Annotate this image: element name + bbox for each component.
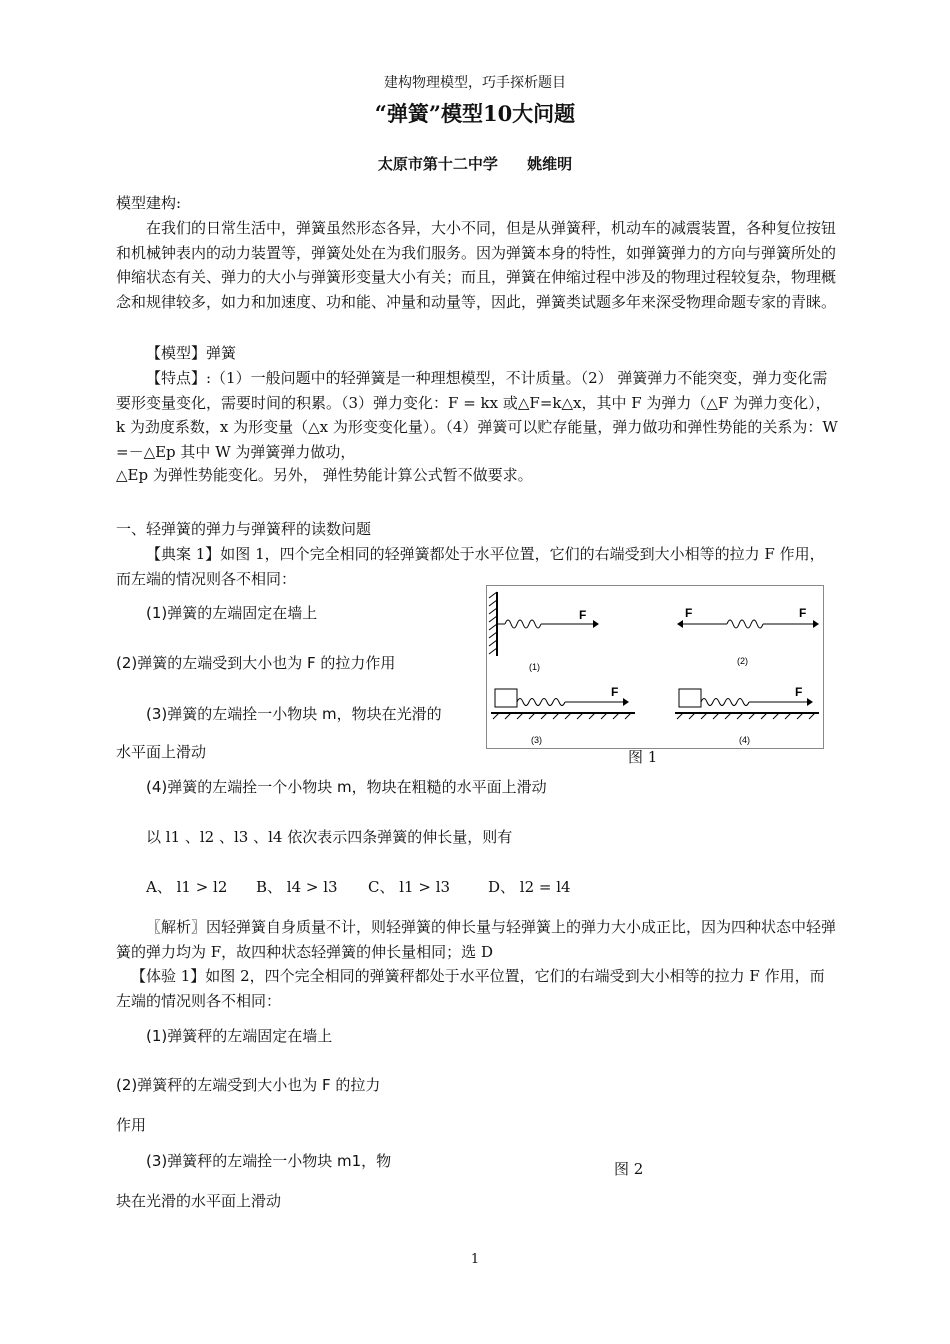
option-a: A、 l1 > l2 bbox=[146, 878, 228, 896]
page-subtitle: 建构物理模型，巧手探析题目 bbox=[384, 75, 566, 91]
exp-case-3b: 块在光滑的水平面上滑动 bbox=[116, 1192, 282, 1210]
features-paragraph: 【特点】:（1）一般问题中的轻弹簧是一种理想模型，不计质量。（2） 弹簧弹力不能突变，弹力变化需要形变量变化，需要时间的积累。（3）弹力变化：F = kx 或△F=k△x，其中 F 为弹力（△F 为弹力变化）， k 为劲度系数，x 为形变量（△x 为形变变化量）。（4）弹簧可以贮存能量，弹力做功和弹性势能的关系为：W =－△Ep 其中 W 为弹簧弹力做功， bbox=[116, 369, 838, 461]
option-d: D、 l2 = l4 bbox=[488, 878, 571, 896]
panel-label-3: (3) bbox=[531, 735, 542, 745]
figure-2-caption: 图 2 bbox=[614, 1160, 644, 1178]
option-c: C、 l1 > l3 bbox=[368, 878, 451, 896]
case-4: (4)弹簧的左端拴一个小物块 m，物块在粗糙的水平面上滑动 bbox=[146, 778, 547, 796]
page-number: 1 bbox=[470, 1252, 480, 1267]
exp-case-2a: (2)弹簧秤的左端受到大小也为 F 的拉力 bbox=[116, 1076, 381, 1094]
page-title: “弹簧”模型10大问题 bbox=[374, 101, 576, 126]
exp-case-3a: (3)弹簧秤的左端拴一小物块 m1，物 bbox=[146, 1152, 392, 1170]
panel-label-1: (1) bbox=[529, 662, 540, 672]
option-b: B、 l4 > l3 bbox=[256, 878, 338, 896]
figure-1-panel-4 bbox=[675, 685, 819, 745]
case-3a: (3)弹簧的左端拴一小物块 m，物块在光滑的 bbox=[146, 705, 442, 723]
model-heading: 模型建构: bbox=[116, 194, 182, 212]
model-label: 【模型】弹簧 bbox=[146, 344, 237, 362]
author: 太原市第十二中学 姚维明 bbox=[377, 155, 573, 173]
case-1: (1)弹簧的左端固定在墙上 bbox=[146, 604, 318, 622]
panel-label-2: (2) bbox=[737, 656, 748, 666]
figure-1-drawing bbox=[487, 586, 823, 748]
case-3b: 水平面上滑动 bbox=[116, 743, 207, 761]
exp-case-1: (1)弹簧秤的左端固定在墙上 bbox=[146, 1027, 333, 1045]
figure-1-caption: 图 1 bbox=[628, 748, 658, 766]
f-label-3: F bbox=[611, 685, 619, 699]
figure-1-panel-1 bbox=[489, 592, 599, 672]
exp-case-2b: 作用 bbox=[116, 1116, 147, 1134]
figure-1 bbox=[486, 585, 824, 749]
f-label-4: F bbox=[795, 685, 803, 699]
f-label-2a: F bbox=[685, 606, 693, 620]
figure-1-panel-3 bbox=[491, 685, 635, 745]
analysis: 〖解析〗因轻弹簧自身质量不计，则轻弹簧的伸长量与轻弹簧上的弹力大小成正比，因为四种状态中轻弹簧的弹力均为 F，故四种状态轻弹簧的伸长量相同；选 D bbox=[116, 918, 837, 961]
panel-label-4: (4) bbox=[739, 735, 750, 745]
section1-heading: 一、轻弹簧的弹力与弹簧秤的读数问题 bbox=[116, 520, 372, 538]
experience-1: 【体验 1】如图 2，四个完全相同的弹簧秤都处于水平位置，它们的右端受到大小相等的拉力 F 作用，而左端的情况则各不相同： bbox=[116, 967, 825, 1010]
question: 以 l1 、l2 、l3 、l4 依次表示四条弹簧的伸长量，则有 bbox=[146, 828, 513, 846]
example-1: 【典案 1】如图 1，四个完全相同的轻弹簧都处于水平位置，它们的右端受到大小相等的拉力 F 作用，而左端的情况则各不相同： bbox=[116, 545, 825, 588]
features-end: △Ep 为弹性势能变化。另外， 弹性势能计算公式暂不做要求。 bbox=[116, 466, 533, 484]
f-label-1: F bbox=[579, 608, 587, 622]
case-2: (2)弹簧的左端受到大小也为 F 的拉力作用 bbox=[116, 654, 396, 672]
f-label-2b: F bbox=[799, 606, 807, 620]
intro-paragraph: 在我们的日常生活中，弹簧虽然形态各异，大小不同，但是从弹簧秤，机动车的减震装置，各种复位按钮和机械钟表内的动力装置等，弹簧处处在为我们服务。因为弹簧本身的特性，如弹簧弹力的方向与弹簧所处的伸缩状态有关、弹力的大小与弹簧形变量大小有关；而且，弹簧在伸缩过程中涉及的物理过程较复杂，物理概念和规律较多，如力和加速度、功和能、冲量和动量等，因此，弹簧类试题多年来深受物理命题专家的青睐。 bbox=[116, 219, 837, 311]
figure-1-panel-2 bbox=[677, 606, 819, 666]
